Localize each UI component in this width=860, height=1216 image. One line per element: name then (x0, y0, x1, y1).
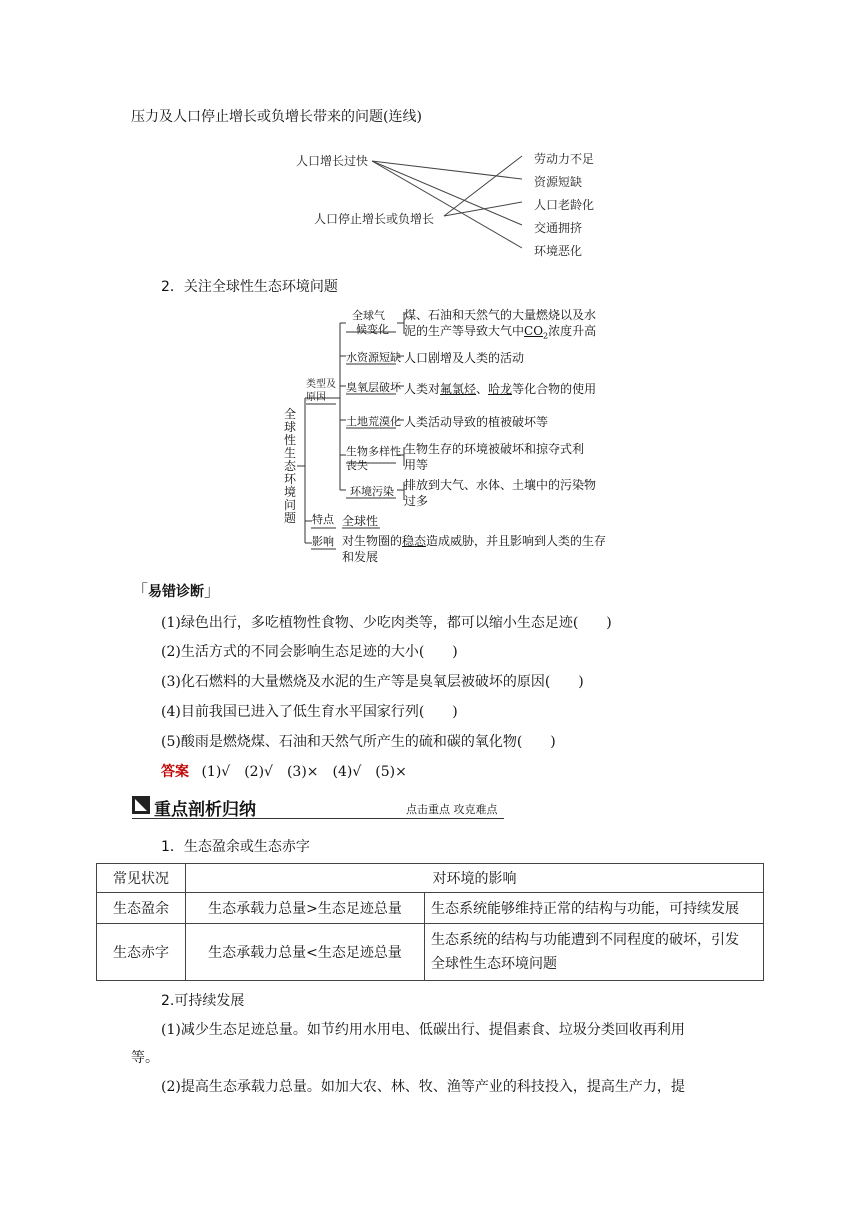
type-name-water: 水资源短缺 (346, 351, 401, 364)
type-desc-biodiversity: 生物生存的环境被破坏和掠夺式利 用等 (404, 442, 585, 472)
matching-right-4: 交通拥挤 (534, 221, 583, 235)
table-header-cell: 对环境的影响 (186, 864, 764, 893)
s2-title: 2.可持续发展 (161, 993, 245, 1009)
type-desc-pollution: 排放到大气、水体、土壤中的污染物 过多 (404, 478, 597, 508)
type-name-climate: 全球气 候变化 (352, 309, 389, 336)
branch-feature-label: 特点 (312, 513, 334, 526)
root-char: 生 (283, 446, 296, 460)
table-cell-situation: 生态赤字 (97, 924, 186, 981)
table-header-row (97, 864, 764, 893)
root-char: 环 (283, 472, 296, 486)
root-char: 全 (283, 407, 296, 421)
section-bar-title: 重点剖析归纳 (154, 800, 256, 820)
answer-line (161, 761, 407, 781)
root-char: 问 (283, 498, 296, 512)
matching-left-2: 人口停止增长或负增长 (314, 212, 435, 226)
type-desc-desert: 人类活动导致的植被破坏等 (404, 415, 549, 429)
diagnosis-item: (1)绿色出行，多吃植物性食物、少吃肉类等，都可以缩小生态足迹( ) (161, 615, 612, 631)
table-cell-effect: 生态系统能够维持正常的结构与功能，可持续发展 (425, 893, 764, 924)
effect-text: 对生物圈的稳态造成威胁，并且影响到人类的生存 和发展 (342, 534, 607, 564)
type-desc-ozone: 人类对氟氯烃、哈龙等化合物的使用 (404, 382, 597, 396)
feature-value: 全球性 (342, 514, 379, 528)
root-char: 题 (283, 511, 296, 525)
matching-right-3: 人口老龄化 (534, 198, 595, 212)
section-bar-icon (132, 796, 150, 814)
type-name-desert: 土地荒漠化 (346, 415, 401, 428)
table-row (97, 924, 764, 981)
eco-table (96, 863, 764, 981)
branch-types-label: 类型及原因 (306, 379, 336, 403)
table-cell-effect: 生态系统的结构与功能遭到不同程度的破坏，引发 全球性生态环境问题 (425, 924, 764, 981)
root-char: 态 (283, 459, 296, 473)
tree-root (283, 408, 297, 525)
type-desc-climate: 煤、石油和天然气的大量燃烧以及水 泥的生产等导致大气中$CO_2$浓度升高 (404, 308, 597, 341)
para1-line2: 等。 (131, 1050, 159, 1066)
diagnosis-item: (3)化石燃料的大量燃烧及水泥的生产等是臭氧层被破坏的原因( ) (161, 674, 584, 690)
type-name-pollution: 环境污染 (350, 485, 394, 498)
intro-line: 压力及人口停止增长或负增长带来的问题(连线) (131, 109, 422, 125)
matching-right-5: 环境恶化 (534, 244, 583, 258)
table-header-cell: 常见状况 (97, 864, 186, 893)
type-name-ozone: 臭氧层破坏 (346, 381, 401, 394)
table-cell-relation: 生态承载力总量>生态足迹总量 (186, 893, 425, 924)
diagnosis-item: (2)生活方式的不同会影响生态足迹的大小( ) (161, 644, 458, 660)
matching-left-1: 人口增长过快 (296, 154, 369, 168)
root-char: 境 (283, 485, 296, 499)
type-name-biodiversity: 生物多样性 丧失 (346, 445, 401, 472)
para2-line1: (2)提高生态承载力总量。如加大农、林、牧、渔等产业的科技投入，提高生产力，提 (161, 1079, 685, 1095)
matching-right-1: 劳动力不足 (534, 152, 595, 166)
table-cell-situation: 生态盈余 (97, 893, 186, 924)
answer-label: 答案 (161, 764, 189, 780)
branch-effect-label: 影响 (312, 535, 334, 548)
table-cell-relation: 生态承载力总量<生态足迹总量 (186, 924, 425, 981)
matching-right-2: 资源短缺 (534, 175, 583, 189)
section-bar-subtitle: 点击重点 攻克难点 (406, 803, 498, 816)
s1-title: 1．生态盈余或生态赤字 (161, 839, 310, 855)
diagnosis-item: (5)酸雨是燃烧煤、石油和天然气所产生的硫和碳的氧化物( ) (161, 734, 556, 750)
root-char: 球 (283, 420, 296, 434)
section2-title: 2．关注全球性生态环境问题 (161, 279, 338, 295)
answer-text: (1)√ (2)√ (3)× (4)√ (5)× (201, 764, 407, 780)
type-desc-water: 人口剧增及人类的活动 (404, 351, 525, 365)
table-row (97, 893, 764, 924)
para1-line1: (1)减少生态足迹总量。如节约用水用电、低碳出行、提倡素食、垃圾分类回收再利用 (161, 1022, 685, 1038)
root-char: 性 (283, 433, 296, 447)
diagnosis-item: (4)目前我国已进入了低生育水平国家行列( ) (161, 704, 458, 720)
diagnosis-title: 「易错诊断」 (132, 581, 221, 600)
